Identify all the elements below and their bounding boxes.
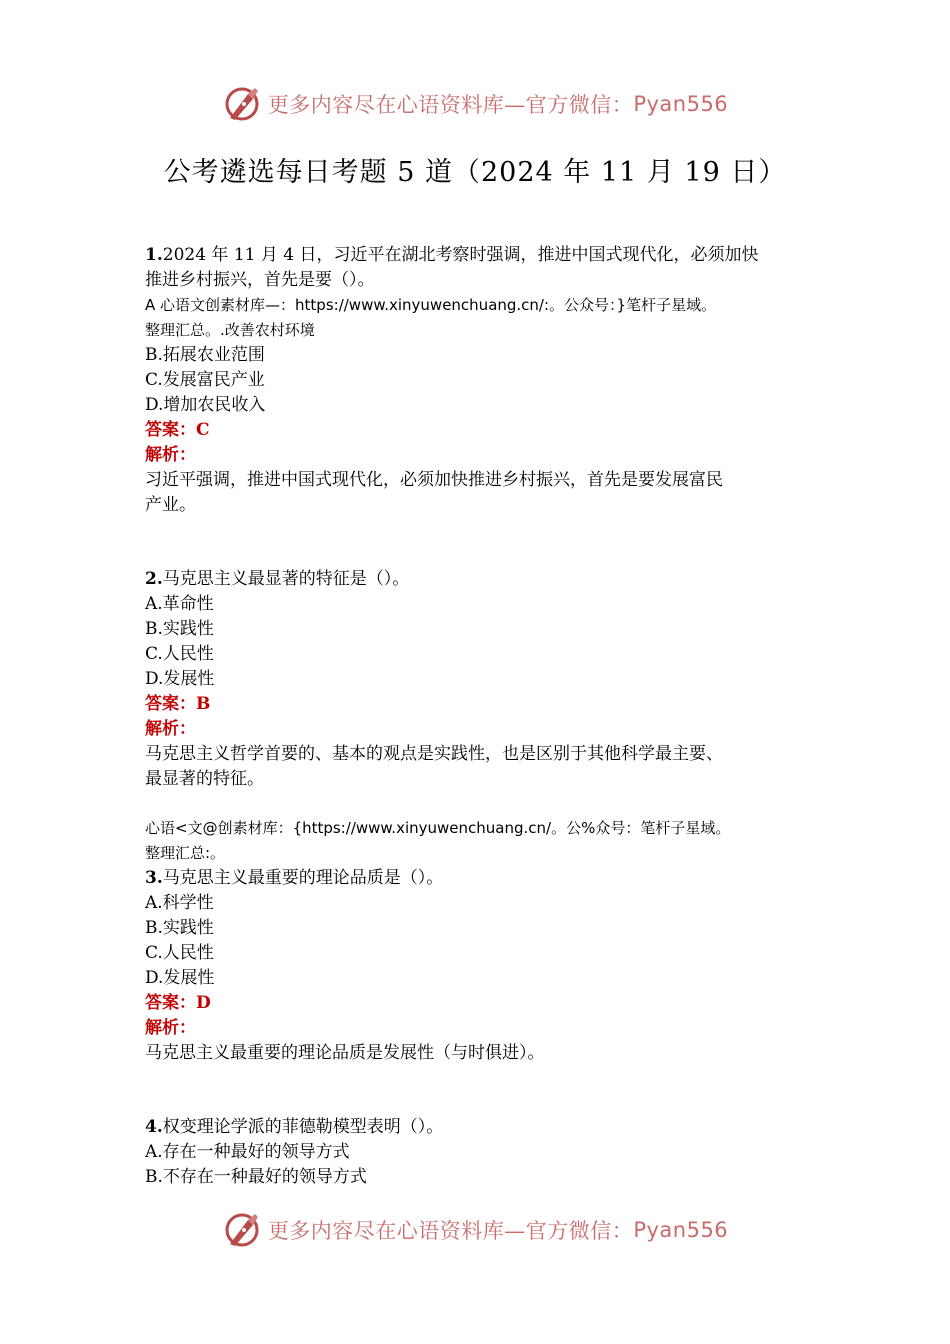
option-b: B.拓展农业范围 xyxy=(145,345,265,365)
question-number: 4. xyxy=(145,1117,163,1137)
question-stem: 马克思主义最显著的特征是（）。 xyxy=(162,569,410,589)
answer: 答案：C xyxy=(145,420,210,440)
analysis-text: 习近平强调，推进中国式现代化，必须加快推进乡村振兴，首先是要发展富民 xyxy=(145,470,723,490)
question-2 xyxy=(145,567,815,792)
watermark-text: 更多内容尽在心语资料库—官方微信： xyxy=(267,93,634,117)
answer: 答案：D xyxy=(145,993,211,1013)
pen-nib-logo-icon xyxy=(222,84,262,124)
question-4 xyxy=(145,1115,815,1190)
source-notice xyxy=(145,816,815,866)
question-number: 2. xyxy=(145,569,163,589)
answer: 答案：B xyxy=(145,694,211,714)
question-3 xyxy=(145,866,815,1066)
option-c: C.发展富民产业 xyxy=(145,370,265,390)
pen-nib-logo-icon xyxy=(222,1210,262,1250)
option-c: C.人民性 xyxy=(145,943,214,963)
analysis-label: 解析： xyxy=(145,445,196,465)
option-d: D.增加农民收入 xyxy=(145,395,266,415)
notice-text: 整理汇总:。 xyxy=(145,844,226,862)
option-a: A 心语文创素材库—：https://www.xinyuwenchuang.cn/:。公众号：}笔杆子星域。 xyxy=(145,296,717,314)
question-stem: 2024 年 11 月 4 日，习近平在湖北考察时强调，推进中国式现代化，必须加快 xyxy=(162,245,759,265)
question-number: 3. xyxy=(145,868,163,888)
question-stem: 推进乡村振兴，首先是要（）。 xyxy=(145,270,375,290)
footer-watermark xyxy=(0,1208,950,1252)
page-title: 公考遴选每日考题 5 道（2024 年 11 月 19 日） xyxy=(163,157,787,188)
option-b: B.实践性 xyxy=(145,619,214,639)
option-a: A.存在一种最好的领导方式 xyxy=(145,1142,350,1162)
option-c: C.人民性 xyxy=(145,644,214,664)
option-a: 整理汇总。.改善农村环境 xyxy=(145,321,315,339)
analysis-label: 解析： xyxy=(145,1018,196,1038)
question-stem: 权变理论学派的菲德勒模型表明（）。 xyxy=(162,1117,444,1137)
header-watermark xyxy=(0,82,950,126)
question-1 xyxy=(145,243,815,518)
watermark-wechat-id: Pyan556 xyxy=(633,92,729,116)
analysis-text: 马克思主义哲学首要的、基本的观点是实践性，也是区别于其他科学最主要、 xyxy=(145,744,723,764)
option-d: D.发展性 xyxy=(145,968,215,988)
watermark-wechat-id: Pyan556 xyxy=(633,1218,729,1242)
option-b: B.实践性 xyxy=(145,918,214,938)
question-number: 1. xyxy=(145,245,163,265)
question-stem: 马克思主义最重要的理论品质是（）。 xyxy=(162,868,444,888)
analysis-text: 产业。 xyxy=(145,495,196,515)
notice-text: 心语<文@创素材库：{https://www.xinyuwenchuang.cn/。公%众号：笔杆子星域。 xyxy=(145,819,731,837)
option-a: A.革命性 xyxy=(145,594,214,614)
option-a: A.科学性 xyxy=(145,893,214,913)
option-b: B.不存在一种最好的领导方式 xyxy=(145,1167,367,1187)
analysis-text: 最显著的特征。 xyxy=(145,769,264,789)
watermark-text: 更多内容尽在心语资料库—官方微信： xyxy=(267,1219,634,1243)
option-d: D.发展性 xyxy=(145,669,215,689)
analysis-label: 解析： xyxy=(145,719,196,739)
analysis-text: 马克思主义最重要的理论品质是发展性（与时俱进）。 xyxy=(145,1043,545,1063)
